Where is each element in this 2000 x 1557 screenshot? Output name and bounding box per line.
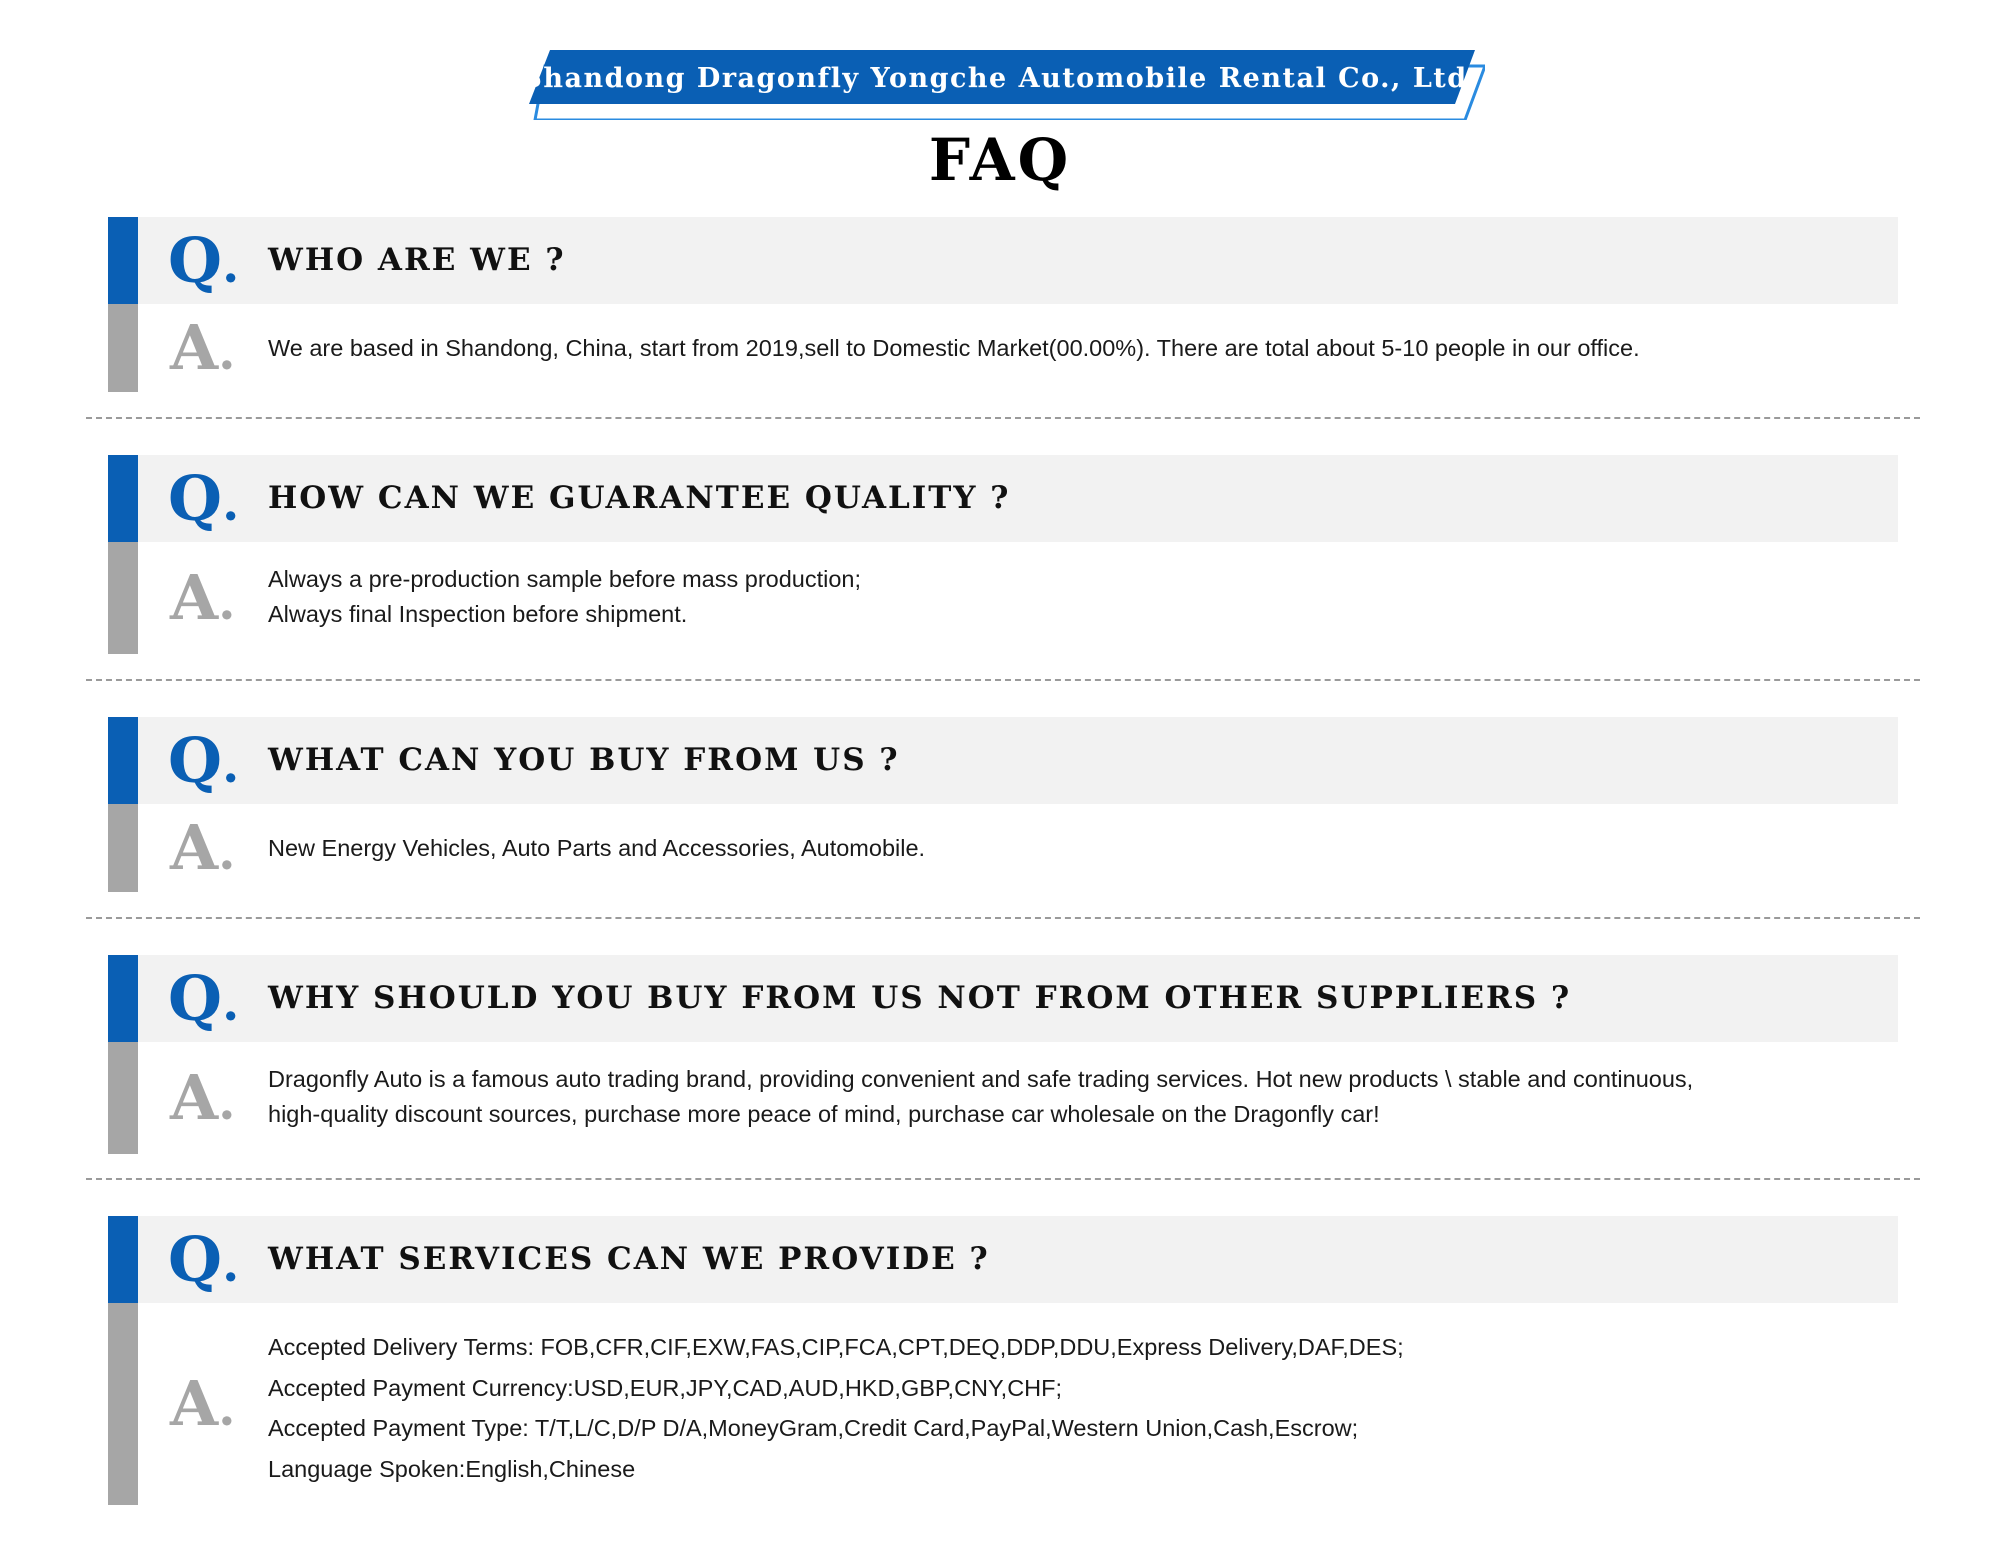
answer-accent-bar: [108, 1042, 138, 1154]
question-text: WHO ARE WE ?: [268, 242, 566, 278]
page-title: FAQ: [928, 126, 1072, 194]
answer-marker: A.: [170, 1061, 236, 1134]
answer-text: [268, 1062, 1693, 1132]
answer-accent-bar: [108, 542, 138, 654]
answer-marker: A.: [170, 561, 236, 634]
question-marker: Q.: [168, 224, 240, 297]
question-marker: Q.: [168, 462, 240, 535]
dashed-divider: [86, 417, 1920, 419]
answer-accent-bar: [108, 304, 138, 392]
dashed-divider: [86, 679, 1920, 681]
question-row: [108, 955, 1898, 1042]
question-row: [108, 217, 1898, 304]
answer-line: Always final Inspection before shipment.: [268, 601, 688, 627]
answer-line: Always a pre-production sample before mass production;: [268, 566, 862, 592]
question-marker: Q.: [168, 962, 240, 1035]
company-banner: [522, 46, 1485, 120]
dashed-divider: [86, 917, 1920, 919]
answer-marker: A.: [170, 1367, 236, 1440]
answer-line: We are based in Shandong, China, start from 2019,sell to Domestic Market(00.00%). There are total about 5-10 people in our office.: [268, 335, 1640, 361]
dashed-divider: [86, 1178, 1920, 1180]
company-name: Shandong Dragonfly Yongche Automobile Rental Co., Ltd: [522, 62, 1468, 94]
answer-line: New Energy Vehicles, Auto Parts and Accessories, Automobile.: [268, 835, 926, 861]
question-text: WHAT SERVICES CAN WE PROVIDE ?: [268, 1241, 990, 1277]
question-row: [108, 1216, 1898, 1303]
answer-text: [268, 562, 861, 632]
question-accent-bar: [108, 455, 138, 542]
answer-accent-bar: [108, 1303, 138, 1505]
answer-text: [268, 304, 1640, 392]
question-accent-bar: [108, 217, 138, 304]
answer-text: [268, 804, 925, 892]
question-text: WHAT CAN YOU BUY FROM US ?: [268, 742, 900, 778]
question-marker: Q.: [168, 724, 240, 797]
answer-marker: A.: [170, 311, 236, 384]
question-row: [108, 717, 1898, 804]
question-marker: Q.: [168, 1223, 240, 1296]
answer-line: Accepted Payment Type: T/T,L/C,D/P D/A,MoneyGram,Credit Card,PayPal,Western Union,Cash,Escrow;: [268, 1415, 1359, 1441]
answer-line: Language Spoken:English,Chinese: [268, 1455, 636, 1482]
answer-marker: A.: [170, 811, 236, 884]
question-row: [108, 455, 1898, 542]
answer-line: high-quality discount sources, purchase more peace of mind, purchase car wholesale on the Dragonfly car!: [268, 1101, 1380, 1127]
answer-line: Dragonfly Auto is a famous auto trading brand, providing convenient and safe trading services. Hot new products \ stable and continuous,: [268, 1066, 1694, 1092]
answer-accent-bar: [108, 804, 138, 892]
question-text: WHY SHOULD YOU BUY FROM US NOT FROM OTHER SUPPLIERS ?: [268, 980, 1572, 1016]
answer-line: Accepted Payment Currency:USD,EUR,JPY,CAD,AUD,HKD,GBP,CNY,CHF;: [268, 1374, 1063, 1401]
answer-line: Accepted Delivery Terms: FOB,CFR,CIF,EXW,FAS,CIP,FCA,CPT,DEQ,DDP,DDU,Express Delivery,DAF,DES;: [268, 1334, 1404, 1360]
answer-text: [268, 1327, 1404, 1489]
question-accent-bar: [108, 955, 138, 1042]
question-accent-bar: [108, 1216, 138, 1303]
question-text: HOW CAN WE GUARANTEE QUALITY ?: [268, 480, 1011, 516]
question-accent-bar: [108, 717, 138, 804]
